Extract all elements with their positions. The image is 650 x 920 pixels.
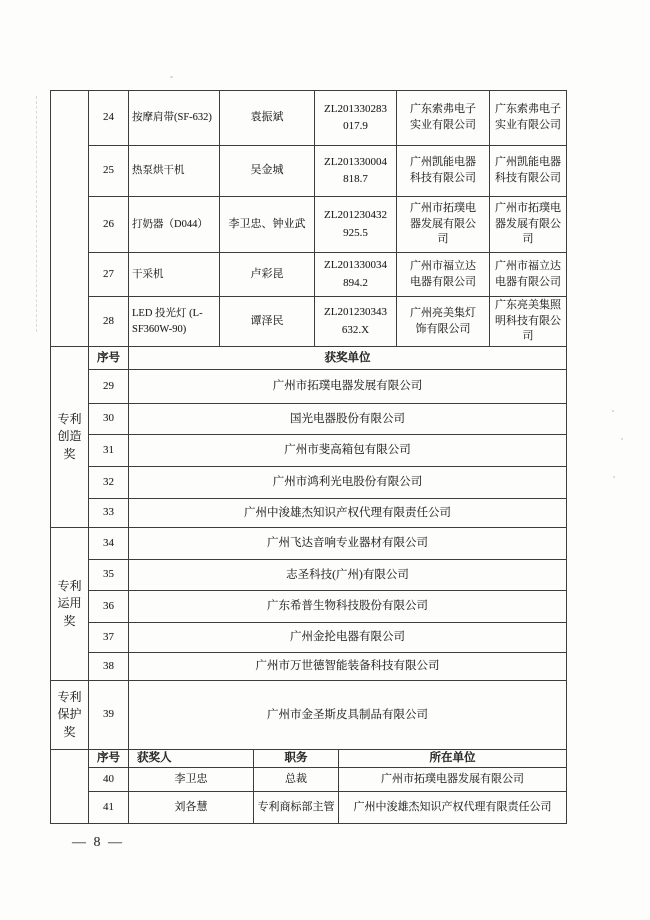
seq-cell: 39 (103, 708, 114, 721)
seq-cell: 40 (103, 772, 114, 785)
seq-cell: 25 (103, 164, 114, 177)
scan-artifact (36, 96, 37, 332)
work-unit-cell: 广州中浚雄杰知识产权代理有限责任公司 (338, 792, 566, 823)
patent-number-cell: ZL201230432925.5 (314, 197, 396, 252)
winning-unit-cell: 广州金抡电器有限公司 (128, 623, 566, 652)
applicant-unit-cell: 广州市福立达电器有限公司 (489, 253, 566, 296)
patent-holder-cell: 广州亮美集灯饰有限公司 (396, 297, 489, 346)
table-row (89, 146, 566, 197)
table-row (89, 681, 566, 749)
winning-unit-cell: 广州中浚雄杰知识产权代理有限责任公司 (128, 499, 566, 527)
seq-cell: 35 (103, 568, 114, 581)
inventor-cell: 袁振斌 (219, 91, 314, 145)
winning-unit-cell: 广州市万世德智能装备科技有限公司 (128, 653, 566, 680)
section-patent-protection-award (51, 681, 566, 750)
winning-unit-header: 获奖单位 (128, 347, 566, 369)
table-row (89, 435, 566, 467)
table-row (89, 768, 566, 792)
seq-cell: 36 (103, 599, 114, 612)
award-category-label: 专利运用奖 (51, 528, 89, 680)
applicant-unit-cell: 广州凯能电器科技有限公司 (489, 146, 566, 196)
table-row (89, 792, 566, 823)
table-row (89, 404, 566, 435)
award-category-label: 专利保护奖 (51, 681, 89, 749)
patent-holder-cell: 广州市福立达电器有限公司 (396, 253, 489, 296)
patent-number-cell: ZL201330004818.7 (314, 146, 396, 196)
product-cell: LED 投光灯 (L-SF360W-90) (128, 297, 219, 346)
applicant-unit-cell: 广东亮美集照明科技有限公司 (489, 297, 566, 346)
seq-cell: 29 (103, 379, 114, 392)
product-cell: 打奶器（D044） (128, 197, 219, 252)
patent-number-cell: ZL201330283017.9 (314, 91, 396, 145)
section-patent-application-award (51, 528, 566, 681)
patent-holder-cell: 广州市拓璞电器发展有限公司 (396, 197, 489, 252)
award-category-label: 专利创造奖 (51, 347, 89, 527)
table-row (89, 370, 566, 404)
winner-cell: 刘各慧 (128, 792, 253, 823)
winning-unit-cell: 广州市斐高箱包有限公司 (128, 435, 566, 466)
unit-header-row (89, 347, 566, 370)
table-row (89, 591, 566, 623)
seq-cell: 41 (103, 800, 114, 813)
job-title-header: 职务 (253, 750, 338, 767)
section-patent-creation-award (51, 347, 566, 528)
winning-unit-cell: 广州市鸿利光电股份有限公司 (128, 467, 566, 498)
seq-cell: 30 (103, 412, 114, 425)
winning-unit-cell: 广东希普生物科技股份有限公司 (128, 591, 566, 622)
winner-header: 获奖人 (128, 750, 253, 767)
work-unit-header: 所在单位 (338, 750, 566, 767)
table-row (89, 560, 566, 591)
inventor-cell: 谭泽民 (219, 297, 314, 346)
page-number: — 8 — (72, 835, 124, 850)
award-table (50, 90, 567, 824)
table-row (89, 467, 566, 499)
section-patent-rows (51, 91, 566, 347)
scan-artifact (621, 438, 623, 440)
seq-cell: 24 (103, 111, 114, 124)
seq-cell: 31 (103, 443, 114, 456)
seq-cell: 38 (103, 659, 114, 672)
award-category-cell-empty (51, 750, 89, 823)
section-individual-winners (51, 750, 566, 823)
seq-cell: 26 (103, 217, 114, 230)
applicant-unit-cell: 广东索弗电子实业有限公司 (489, 91, 566, 145)
winning-unit-cell: 国光电器股份有限公司 (128, 404, 566, 434)
scan-artifact (170, 76, 173, 78)
inventor-cell: 卢彩昆 (219, 253, 314, 296)
inventor-cell: 吴金城 (219, 146, 314, 196)
award-category-cell-empty (51, 91, 89, 346)
product-cell: 热泵烘干机 (128, 146, 219, 196)
table-row (89, 297, 566, 346)
table-row (89, 197, 566, 253)
person-header-row (89, 750, 566, 768)
seq-cell: 28 (103, 314, 114, 327)
job-title-cell: 专利商标部主管 (253, 792, 338, 823)
winning-unit-cell: 广州市拓璞电器发展有限公司 (128, 370, 566, 403)
winning-unit-cell: 广州飞达音响专业器材有限公司 (128, 528, 566, 559)
applicant-unit-cell: 广州市拓璞电器发展有限公司 (489, 197, 566, 252)
seq-cell: 37 (103, 630, 114, 643)
seq-cell: 27 (103, 267, 114, 280)
table-row (89, 528, 566, 560)
scan-artifact (613, 476, 615, 478)
patent-holder-cell: 广州凯能电器科技有限公司 (396, 146, 489, 196)
work-unit-cell: 广州市拓璞电器发展有限公司 (338, 768, 566, 791)
table-row (89, 623, 566, 653)
product-cell: 干采机 (128, 253, 219, 296)
winner-cell: 李卫忠 (128, 768, 253, 791)
patent-holder-cell: 广东索弗电子实业有限公司 (396, 91, 489, 145)
inventor-cell: 李卫忠、钟业武 (219, 197, 314, 252)
table-row (89, 253, 566, 297)
seq-cell: 32 (103, 475, 114, 488)
winning-unit-cell: 志圣科技(广州)有限公司 (128, 560, 566, 590)
table-row (89, 653, 566, 680)
seq-cell: 34 (103, 536, 114, 549)
table-row (89, 499, 566, 527)
table-row (89, 91, 566, 146)
winning-unit-cell: 广州市金圣斯皮具制品有限公司 (128, 681, 566, 749)
seq-cell: 33 (103, 506, 114, 519)
patent-number-cell: ZL201330034894.2 (314, 253, 396, 296)
scan-artifact (612, 410, 614, 412)
seq-header: 序号 (97, 351, 120, 364)
patent-number-cell: ZL201230343632.X (314, 297, 396, 346)
seq-header: 序号 (97, 752, 120, 765)
job-title-cell: 总裁 (253, 768, 338, 791)
product-cell: 按摩肩带(SF-632) (128, 91, 219, 145)
